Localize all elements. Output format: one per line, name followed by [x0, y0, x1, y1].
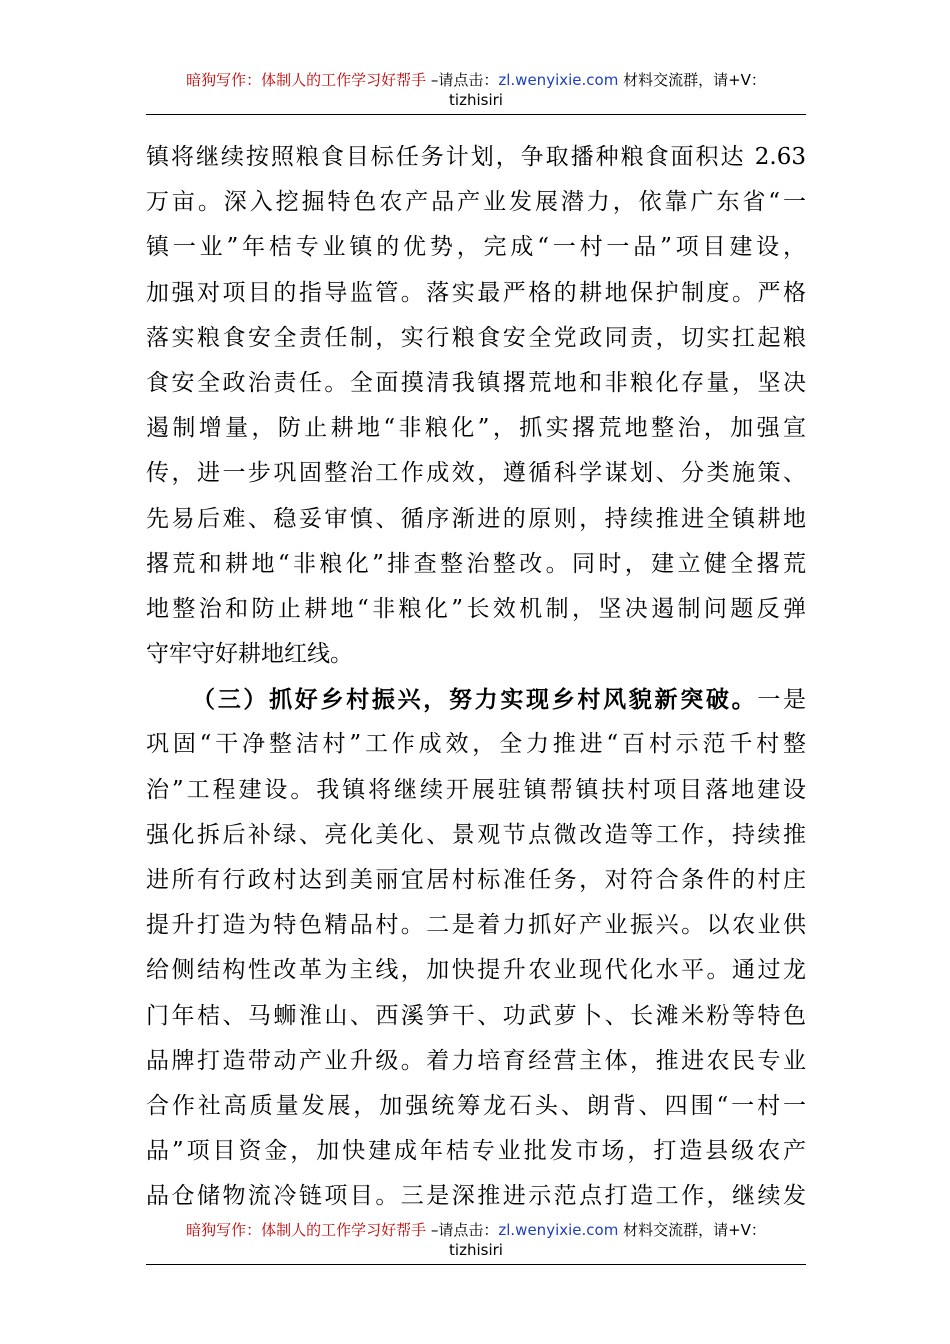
- text-line: 进所有行政村达到美丽宜居村标准任务，对符合条件的村庄: [146, 867, 806, 893]
- text-line: 品牌打造带动产业升级。着力培育经营主体，推进农民专业: [146, 1047, 806, 1074]
- footer-link[interactable]: zl.wenyixie.com: [498, 1221, 619, 1239]
- paragraph-1: [146, 135, 806, 1220]
- text-line: 先易后难、稳妥审慎、循序渐进的原则，持续推进全镇耕地: [146, 505, 806, 532]
- text-line: 提升打造为特色精品村。二是着力抓好产业振兴。以农业供: [146, 912, 806, 939]
- section-heading: （三）抓好乡村振兴，努力实现乡村风貌新突破。: [192, 686, 758, 714]
- text-line: 品”项目资金，加快建成年桔专业批发市场，打造县级农产: [146, 1138, 806, 1165]
- text-line: 守牢守好耕地红线。: [146, 641, 353, 668]
- page-footer: [146, 1220, 806, 1260]
- footer-promo-text: 暗狗写作：体制人的工作学习好帮手: [186, 1221, 427, 1239]
- page-header: [146, 70, 806, 110]
- header-promo-text: 暗狗写作：体制人的工作学习好帮手: [186, 71, 427, 89]
- header-link[interactable]: zl.wenyixie.com: [498, 71, 619, 89]
- footer-tail-text: 材料交流群，请+V：: [618, 1221, 766, 1239]
- text-fragment: 一是: [757, 687, 807, 714]
- footer-line-1: [146, 1220, 806, 1240]
- text-line: 遏制增量，防止耕地“非粮化”，抓实撂荒地整治，加强宣: [146, 415, 806, 442]
- text-line: 治”工程建设。我镇将继续开展驻镇帮镇扶村项目落地建设: [146, 776, 806, 803]
- text-line: 强化拆后补绿、亮化美化、景观节点微改造等工作，持续推: [146, 821, 806, 848]
- text-line: 加强对项目的指导监管。落实最严格的耕地保护制度。严格: [146, 279, 806, 306]
- section-heading-line: [146, 677, 806, 722]
- header-line-1: [146, 70, 806, 90]
- text-line: 镇将继续按照粮食目标任务计划，争取播种粮食面积达 2.63: [146, 144, 806, 170]
- footer-click-text: –请点击：: [426, 1221, 499, 1239]
- header-divider: [146, 114, 806, 115]
- text-line: 品仓储物流冷链项目。三是深推进示范点打造工作，继续发: [146, 1183, 806, 1210]
- text-line: 合作社高质量发展，加强统筹龙石头、朗背、四围“一村一: [146, 1092, 806, 1119]
- text-line: 地整治和防止耕地“非粮化”长效机制，坚决遏制问题反弹: [146, 595, 806, 622]
- text-line: 万亩。深入挖掘特色农产品产业发展潜力，依靠广东省“一: [146, 189, 806, 216]
- header-tail-text: 材料交流群，请+V：: [618, 71, 766, 89]
- text-line: 给侧结构性改革为主线，加快提升农业现代化水平。通过龙: [146, 957, 806, 984]
- text-line: 镇一业”年桔专业镇的优势，完成“一村一品”项目建设，: [146, 234, 806, 261]
- footer-divider: [146, 1264, 806, 1265]
- text-line: 巩固“干净整洁村”工作成效，全力推进“百村示范千村整: [146, 731, 806, 758]
- text-line: 落实粮食安全责任制，实行粮食安全党政同责，切实扛起粮: [146, 324, 806, 351]
- text-line: 传，进一步巩固整治工作成效，遵循科学谋划、分类施策、: [146, 460, 806, 487]
- header-wechat-id: tizhisiri: [449, 91, 503, 109]
- text-line: 食安全政治责任。全面摸清我镇撂荒地和非粮化存量，坚决: [146, 369, 806, 396]
- header-click-text: –请点击：: [426, 71, 499, 89]
- footer-wechat-id: tizhisiri: [449, 1241, 503, 1259]
- text-line: 门年桔、马蛳淮山、西溪笋干、功武萝卜、长滩米粉等特色: [146, 1002, 806, 1029]
- text-line: 撂荒和耕地“非粮化”排查整治整改。同时，建立健全撂荒: [146, 550, 806, 577]
